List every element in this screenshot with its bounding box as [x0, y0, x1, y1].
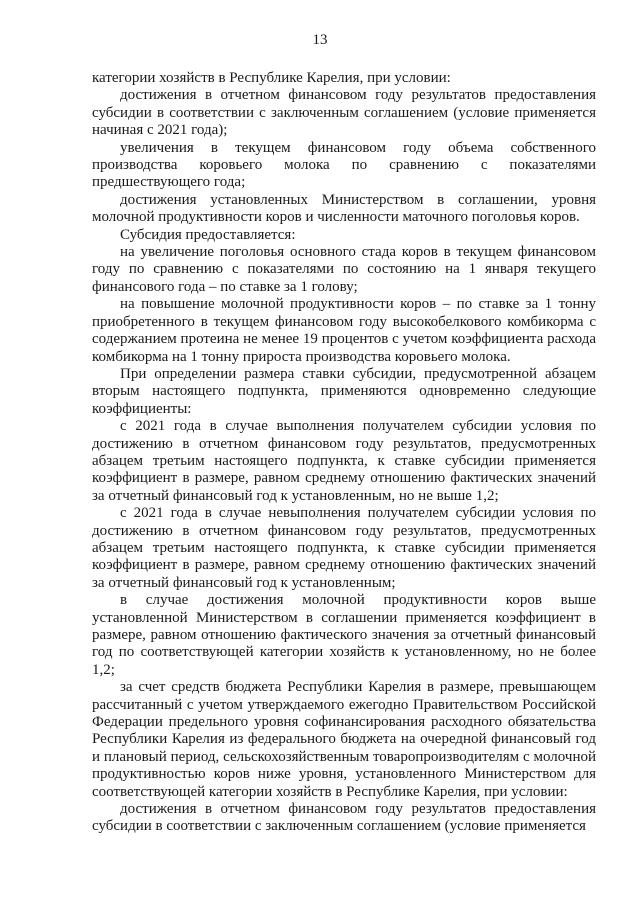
- paragraph: Субсидия предоставляется:: [120, 226, 296, 243]
- paragraph: за счет средств бюджета Республики Карелия в размере, превышающем рассчитанный с учетом утверждаемого ежегодно Правительством Российской Федерации предельного уровня софинансирования расходного обязательства Республики Карелия из федерального бюджета на очередной финансовый год и плановый период, сельскохозяйственным товаропроизводителям с молочной продуктивностью коров ниже уровня, установленного Министерством для соответствующей категории хозяйств в Республике Карелия, при условии:: [92, 679, 596, 800]
- paragraph: достижения в отчетном финансовом году результатов предоставления субсидии в соответствии с заключенным соглашением (условие применяется начиная с 2021 года);: [92, 87, 596, 139]
- paragraph: достижения в отчетном финансовом году результатов предоставления субсидии в соответствии с заключенным соглашением (условие применяется: [92, 801, 596, 835]
- paragraph: на увеличение поголовья основного стада коров в текущем финансовом году по сравнению с показателями по состоянию на 1 января текущего финансового года – по ставке за 1 голову;: [92, 244, 596, 295]
- paragraph: на повышение молочной продуктивности коров – по ставке за 1 тонну приобретенного в текущем финансовом году высокобелкового комбикорма с содержанием протеина не менее 19 процентов с учетом коэффициента расхода комбикорма на 1 тонну прироста производства коровьего молока.: [92, 296, 596, 365]
- paragraph: категории хозяйств в Республике Карелия, при условии:: [92, 70, 451, 86]
- paragraph: с 2021 года в случае выполнения получателем субсидии условия по достижению в отчетном финансовом году результатов, предусмотренных абзацем третьим настоящего подпункта, к ставке субсидии применяется коэффициент в размере, равном среднему отношению фактических значений за отчетный финансовый год к установленным, но не выше 1,2;: [92, 418, 596, 504]
- paragraph: достижения установленных Министерством в соглашении, уровня молочной продуктивности коров и численности маточного поголовья коров.: [92, 191, 596, 226]
- paragraph: При определении размера ставки субсидии, предусмотренной абзацем вторым настоящего подпункта, применяются одновременно следующие коэффициенты:: [92, 365, 596, 417]
- page-number: 13: [312, 32, 328, 48]
- paragraph: увеличения в текущем финансовом году объема собственного производства коровьего молока по сравнению с показателями предшествующего года;: [92, 139, 596, 191]
- paragraph: в случае достижения молочной продуктивности коров выше установленной Министерством в соглашении применяется коэффициент в размере, равном отношению фактического значения за отчетный финансовый год по соответствующей категории хозяйств к установленному, но не более 1,2;: [92, 592, 596, 678]
- paragraph: с 2021 года в случае невыполнения получателем субсидии условия по достижению в отчетном финансовом году результатов, предусмотренных абзацем третьим настоящего подпункта, к ставке субсидии применяется коэффициент в размере, равном среднему отношению фактических значений за отчетный финансовый год к установленным;: [92, 505, 596, 591]
- document-body: [92, 70, 596, 836]
